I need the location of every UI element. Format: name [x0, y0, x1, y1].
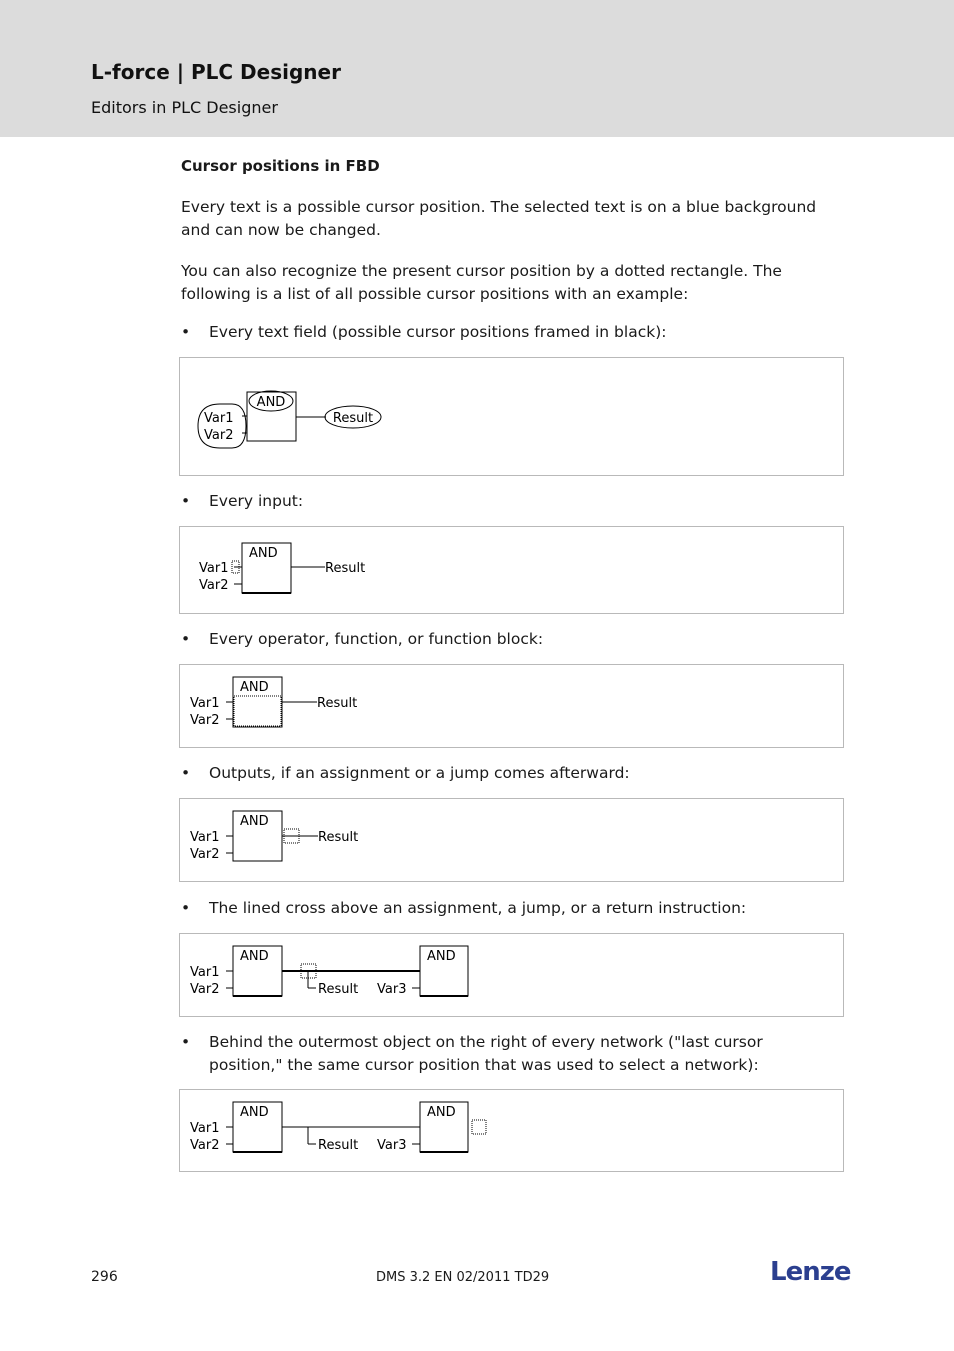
section-title: Cursor positions in FBD — [181, 157, 380, 175]
figure-last-position — [179, 1089, 844, 1172]
and-label: AND — [427, 1105, 456, 1120]
lenze-logo: Lenze — [770, 1257, 851, 1287]
page-number: 296 — [91, 1269, 118, 1285]
bullet-text: Behind the outermost object on the right of every network ("last cursor position," the same cursor position that was used to select a network): — [209, 1033, 763, 1074]
fbd-diagram — [180, 934, 843, 1016]
bullet-dot: • — [181, 764, 191, 782]
input-label-var2: Var2 — [190, 982, 220, 997]
bullet-text: The lined cross above an assignment, a jump, or a return instruction: — [209, 899, 747, 917]
and-label: AND — [240, 814, 269, 829]
and-label: AND — [427, 949, 456, 964]
figure-lined-cross — [179, 933, 844, 1017]
input-label-var1: Var1 — [190, 1121, 220, 1136]
bullet-text: Every text field (possible cursor positions framed in black): — [209, 323, 667, 341]
figure-text-fields — [179, 357, 844, 476]
input-label-var1: Var1 — [190, 830, 220, 845]
paragraph-1: Every text is a possible cursor position. The selected text is on a blue background and can now be changed. — [181, 198, 817, 239]
input-label-var2: Var2 — [190, 847, 220, 862]
fbd-diagram — [180, 1090, 843, 1171]
input-label-var2: Var2 — [190, 713, 220, 728]
fbd-diagram — [180, 358, 843, 475]
fbd-diagram — [180, 527, 843, 613]
output-label-result: Result — [318, 982, 359, 997]
figure-output — [179, 798, 844, 882]
input-label-var1: Var1 — [204, 411, 234, 426]
bullet-dot: • — [181, 492, 191, 510]
bullet-dot: • — [181, 323, 191, 341]
bullet-dot: • — [181, 899, 191, 917]
output-label-result: Result — [318, 830, 359, 845]
input-label-var2: Var2 — [204, 428, 234, 443]
input-label-var2: Var2 — [190, 1138, 220, 1153]
output-label-result: Result — [325, 561, 366, 576]
bullet-dot: • — [181, 630, 191, 648]
bullet-text: Outputs, if an assignment or a jump comes afterward: — [209, 764, 630, 782]
fbd-diagram — [180, 665, 843, 747]
header-title: L-force | PLC Designer — [91, 60, 341, 84]
header-subtitle: Editors in PLC Designer — [91, 98, 278, 117]
input-label-var1: Var1 — [190, 965, 220, 980]
figure-input — [179, 526, 844, 614]
bullet-text: Every input: — [209, 492, 304, 510]
input-label-var3: Var3 — [377, 1138, 407, 1153]
fbd-diagram — [180, 799, 843, 881]
input-label-var2: Var2 — [199, 578, 229, 593]
output-label-result: Result — [317, 696, 358, 711]
input-label-var3: Var3 — [377, 982, 407, 997]
bullet-dot: • — [181, 1033, 191, 1051]
and-label: AND — [240, 680, 269, 695]
document-id: DMS 3.2 EN 02/2011 TD29 — [376, 1270, 550, 1285]
bullet-text: Every operator, function, or function block: — [209, 630, 544, 648]
output-label-result: Result — [318, 1138, 359, 1153]
paragraph-2: You can also recognize the present cursor position by a dotted rectangle. The following is a list of all possible cursor positions with an example: — [181, 262, 782, 303]
and-label: AND — [240, 949, 269, 964]
input-label-var1: Var1 — [199, 561, 229, 576]
page-header — [0, 0, 954, 137]
output-label-result: Result — [332, 411, 374, 426]
input-label-var1: Var1 — [190, 696, 220, 711]
and-label: AND — [256, 395, 286, 410]
and-label: AND — [249, 546, 278, 561]
figure-operator — [179, 664, 844, 748]
and-label: AND — [240, 1105, 269, 1120]
